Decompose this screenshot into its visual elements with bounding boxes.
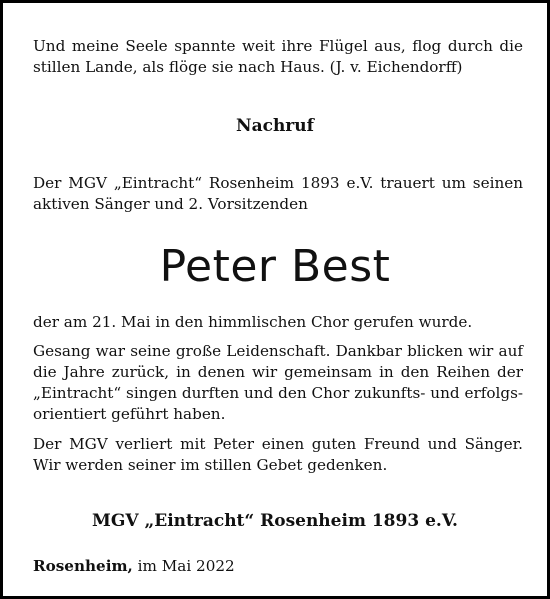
organization-signature: MGV „Eintracht“ Rosenheim 1893 e.V. <box>92 511 458 531</box>
memory-paragraph: Der MGV verliert mit Peter einen guten Freund und Sänger. Wir werden seiner im stillen Gebet gedenken. <box>33 435 523 474</box>
footer-place: Rosenheim, <box>33 557 133 575</box>
obituary-heading: Nachruf <box>236 116 314 136</box>
intro-paragraph: Der MGV „Eintracht“ Rosenheim 1893 e.V. trauert um seinen aktiven Sänger und 2. Vorsitzenden <box>33 174 523 213</box>
death-line: der am 21. Mai in den himmlischen Chor gerufen wurde. <box>33 313 473 331</box>
footer-date: im Mai 2022 <box>137 557 235 575</box>
eichendorff-quote: Und meine Seele spannte weit ihre Flügel aus, flog durch die stillen Lande, als flöge sie nach Haus. (J. v. Eichendorff) <box>33 37 523 76</box>
place-date-line <box>33 556 235 577</box>
passion-paragraph: Gesang war seine große Leidenschaft. Dankbar blicken wir auf die Jahre zurück, in denen wir gemeinsam in den Reihen der „Eintracht“ singen durften und den Chor zukunfts- und erfolgsorientiert geführt haben. <box>33 342 523 423</box>
deceased-name: Peter Best <box>159 241 391 292</box>
